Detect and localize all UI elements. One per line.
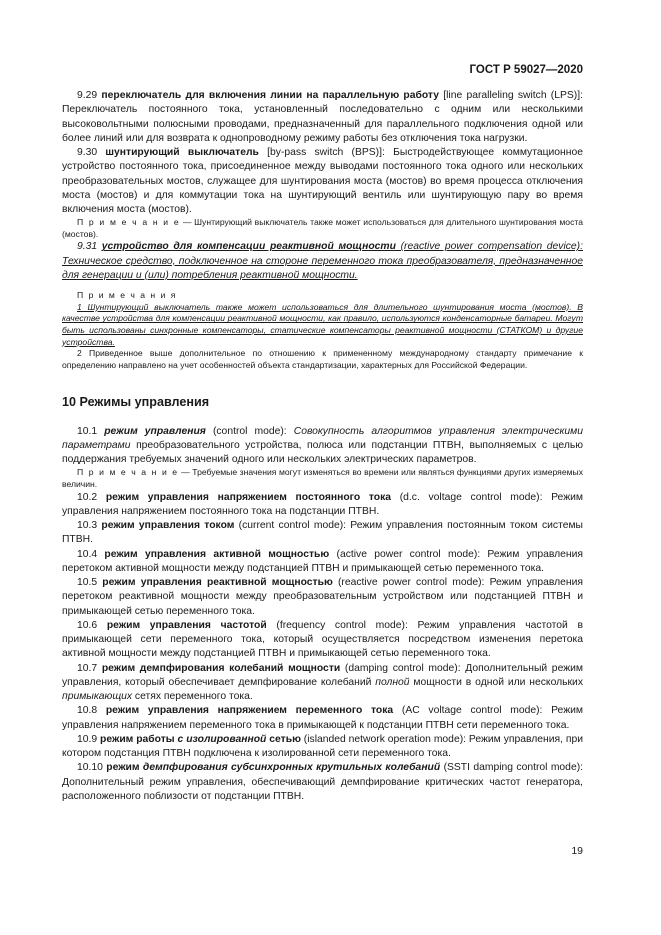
clause-number: 10.4	[77, 548, 98, 560]
clause-term: устройство для компенсации реактивной мощности	[101, 241, 396, 253]
clause-definition-italic: Совокупность алгоритмов управления электрическими параметрами	[62, 425, 584, 451]
clause-number: 9.29	[77, 90, 98, 101]
clause-9-30	[62, 146, 583, 217]
clause-number: 10.8	[77, 705, 98, 717]
clause-number: 10.10	[77, 762, 103, 774]
clause-term: режим управления	[104, 425, 206, 437]
notes-label: П р и м е ч а н и я	[77, 290, 177, 301]
clause-term: режим управления напряжением переменного тока	[105, 705, 394, 717]
clause-9-29	[62, 89, 583, 146]
note-text: — Требуемые значения могут изменяться во времени или являться функциями других измеряемых величин.	[62, 467, 584, 489]
clause-definition: (d.c. voltage control mode): Режим управления напряжением постоянного тока на подстанции ПТВН.	[62, 491, 584, 517]
clause-number: 9.30	[77, 147, 98, 158]
clause-english: [line paralleling switch (LPS)]:	[439, 90, 583, 101]
clause-number: 10.7	[77, 662, 98, 674]
section-title: 10 Режимы управления	[62, 395, 210, 410]
clause-definition: (islanded network operation mode): Режим управления, при котором подстанция ПТВН подключена к изолированной сети переменного тока.	[62, 733, 584, 760]
clause-10-2	[62, 491, 583, 520]
clause-number: 10.5	[77, 577, 98, 589]
clause-definition: (SSTI damping control mode): Дополнительный режим управления, обеспечивающий демпфирование критических частот генератора, расположенного поблизости от подстанции ПТВН.	[62, 762, 584, 802]
note-2: 2 Приведенное выше дополнительное по отношению к примененному международному стандарту примечание к определению направлено на учет особенностей объекта стандартизации, характерных для Российской Федерации.	[62, 348, 583, 370]
clause-number: 10.2	[77, 491, 98, 503]
standard-header: ГОСТ Р 59027—2020	[469, 64, 583, 76]
clause-term: режим демпфирования субсинхронных крутильных колебаний	[106, 762, 441, 774]
clause-definition: (reactive power compensation device): Техническое средство, подключенное на стороне переменного тока преобразователя, предназначенное для генерации и (или) потребления реактивной мощности.	[62, 241, 583, 281]
clause-9-31	[62, 240, 583, 283]
clause-definition: (active power control mode): Режим управления перетоком активной мощности между подстанцией ПТВН и примыкающей сетью переменного тока.	[62, 548, 583, 574]
note-label: П р и м е ч а н и е	[77, 217, 181, 228]
clause-definition: (reactive power control mode): Режим управления перетоком реактивной мощности между преобразовательным устройством или подстанцией ПТВН и примыкающей сетью переменного тока.	[62, 577, 584, 617]
clause-definition: Переключатель постоянного тока, установленный последовательно с одним или несколькими высоковольтными полюсными проводами, предназначенный для параллельного подключения одной или более линий или для возврата к однопроводному режиму работы без отключения тока нагрузки.	[62, 104, 583, 144]
clause-term: режим управления напряжением постоянного тока	[105, 491, 392, 503]
note-1: 1 Шунтирующий выключатель также может использоваться для длительного шунтирования моста (мостов). В качестве устройства для компенсации реактивной мощности, как правило, используются конденсаторные батареи. Могут быть использованы синхронные компенсаторы, статические компенсаторы реактивной мощности (СТАТКОМ) и другие устройства.	[62, 301, 583, 347]
clause-number: 9.31	[77, 241, 98, 253]
document-body	[62, 89, 583, 804]
clause-term: шунтирующий выключатель	[105, 147, 259, 158]
clause-10-10	[62, 761, 583, 804]
note-label: П р и м е ч а н и е	[77, 467, 179, 478]
clause-definition: Быстродействующее коммутационное устройство постоянного тока, присоединенное между выводами постоянного тока одного или нескольких преобразовательных мостов, служащее для шунтирования моста (мостов) во время процесса отключения моста (мостов) и для коммутации тока на шунтирующий вентиль или шунтирующую пару во время включения моста (мостов).	[62, 147, 583, 215]
clause-definition: (AC voltage control mode): Режим управления напряжением переменного тока в примыкающей к подстанции ПТВН сети переменного тока.	[62, 705, 584, 731]
clause-10-5	[62, 576, 583, 619]
clause-definition: преобразовательного устройства, полюса или подстанции ПТВН, выполняемых с целью поддержания требуемых значений одного или нескольких электрических параметров.	[62, 439, 583, 466]
clause-definition: (frequency control mode): Режим управления частотой в примыкающей сети переменного тока, который осуществляется посредством изменения перетока активной мощности между подстанцией ПТВН и примыкающей сетью переменного тока.	[62, 619, 583, 660]
clause-term: режим управления частотой	[106, 619, 267, 631]
note-10-1	[62, 467, 583, 490]
clause-term: режим демпфирования колебаний мощности	[101, 662, 341, 674]
clause-10-7: 10.7 режим демпфирования колебаний мощности (damping control mode): Дополнительный режим управления, который обеспечивает демпфирование колебаний полной мощности в одной или нескольких примыкающих сетях переменного тока.	[62, 662, 584, 703]
clause-10-1	[62, 425, 583, 468]
clause-10-4	[62, 548, 583, 577]
page-number: 19	[571, 845, 583, 857]
clause-english: [by-pass switch (BPS)]:	[258, 147, 394, 158]
notes-9-31	[62, 290, 583, 371]
clause-term: режим управления током	[101, 520, 235, 532]
note-9-30	[62, 217, 583, 240]
clause-term: режим работы с изолированной сетью	[100, 733, 301, 745]
clause-10-9	[62, 733, 583, 762]
note-text: — Шунтирующий выключатель также может использоваться для длительного шунтирования моста (мостов).	[62, 217, 583, 239]
clause-term: переключатель для включения линии на параллельную работу	[101, 90, 439, 101]
clause-term: режим управления реактивной мощностью	[102, 577, 333, 589]
clause-term: режим управления активной мощностью	[104, 548, 330, 560]
clause-10-3	[62, 519, 583, 548]
clause-english: (control mode):	[205, 425, 294, 437]
clause-10-6	[62, 619, 583, 662]
clause-10-8	[62, 704, 583, 733]
clause-number: 10.3	[77, 520, 98, 532]
clause-definition: (current control mode): Режим управления постоянным током системы ПТВН.	[62, 520, 583, 546]
clause-number: 10.1	[77, 425, 98, 437]
clause-number: 10.9	[77, 733, 98, 745]
clause-number: 10.6	[77, 619, 98, 631]
